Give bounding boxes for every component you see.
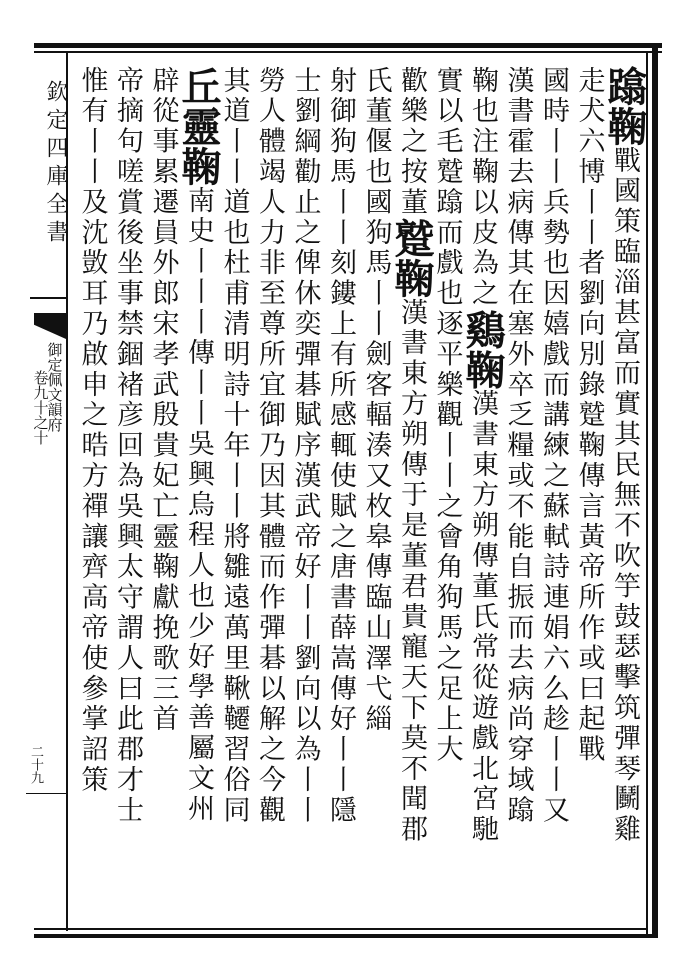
text-column bbox=[74, 66, 110, 928]
headword: 蹵鞠 bbox=[388, 218, 435, 299]
column-text: 射御狗馬丨丨刻鏤上有所感輒使賦之唐書薛嵩傳好丨丨隱 bbox=[325, 66, 356, 826]
volume-label: 卷九十之十 bbox=[31, 370, 50, 445]
text-column bbox=[322, 66, 358, 928]
text-column bbox=[287, 66, 323, 928]
column-text: 其道丨丨道也杜甫清明詩十年丨丨將雛遠萬里鞦韆習俗同 bbox=[218, 66, 250, 826]
text-column bbox=[175, 66, 222, 928]
text-column bbox=[145, 66, 181, 928]
column-text: 實以毛蹵蹹而戲也 bbox=[431, 66, 463, 310]
text-column bbox=[358, 66, 394, 928]
text-column bbox=[216, 66, 252, 928]
column-text: 帝摘句嗟賞後坐事禁錮褚彦回為吳興太守謂人曰此郡才士 bbox=[112, 66, 143, 826]
page-number-rule bbox=[26, 793, 66, 794]
gutter-rule bbox=[30, 297, 68, 299]
headword: 丘靈鞠 bbox=[175, 66, 222, 186]
column-text: 南史丨丨丨傳丨丨吳興烏程人也少好學善屬文州 bbox=[183, 186, 214, 825]
border-right bbox=[652, 43, 658, 938]
column-text: 董 bbox=[396, 187, 427, 219]
column-text: 國狗馬丨丨劍客輻湊又枚皋傳臨山澤弋緇 bbox=[360, 187, 392, 735]
headword: 蹹鞠 bbox=[601, 66, 648, 146]
book-title: 欽定四庫全書 bbox=[43, 80, 68, 248]
section-title: 御定佩文韻府 bbox=[45, 342, 64, 432]
border-bottom bbox=[34, 934, 658, 938]
text-column bbox=[429, 66, 465, 928]
page-number: 二十九 bbox=[28, 745, 43, 784]
column-text: 國時丨丨兵勢也因嬉戲而講練之蘇軾詩連娟六么趁丨丨又 bbox=[538, 66, 569, 826]
column-text: 走犬六博丨丨者劉向別錄蹵鞠傳言黃帝所作或曰起戰 bbox=[573, 66, 605, 766]
text-column bbox=[388, 66, 435, 928]
fish-tail-mark bbox=[34, 313, 66, 339]
border-bottom-inner bbox=[34, 928, 648, 930]
column-text: 辟從事累遷員外郎宋孝武殷貴妃亡靈鞠獻挽歌三首 bbox=[147, 66, 179, 735]
text-column bbox=[109, 66, 145, 928]
column-text: 氏董偃也 bbox=[360, 66, 392, 188]
headword: 鷄鞠 bbox=[459, 309, 506, 390]
text-column bbox=[601, 66, 648, 928]
text-column bbox=[251, 66, 287, 928]
column-text: 漢書霍去病傳其在塞外卒乏糧或不能自振而去病尚穿域蹹 bbox=[502, 66, 534, 826]
column-text: 勞人體竭人力非至尊所宜御乃因其體而作彈碁以解之今觀 bbox=[254, 66, 285, 826]
column-text: 漢書東方朔傳董氏常從遊戲北宮馳 bbox=[467, 389, 498, 846]
text-column bbox=[459, 66, 506, 928]
column-text: 逐平樂觀丨丨之會角狗馬之足上大 bbox=[431, 309, 463, 766]
text-column bbox=[500, 66, 536, 928]
column-text: 漢書東方朔傳于是董君貴寵天下莫不聞郡 bbox=[396, 298, 427, 846]
column-text: 鞠也注鞠以皮為之 bbox=[467, 66, 498, 310]
text-column bbox=[535, 66, 571, 928]
column-text: 歡樂之按 bbox=[396, 66, 427, 188]
column-text: 惟有丨丨及沈敳耳乃啟申之晧方禪讓齊高帝使參掌詔策 bbox=[76, 66, 108, 796]
column-text: 戰國策臨淄甚富而實其民無不吹竽鼓瑟擊筑彈琴鬭雞 bbox=[609, 146, 640, 846]
column-text: 士劉綱勸止之俾休奕彈碁賦序漢武帝好丨丨劉向以為丨丨 bbox=[289, 66, 321, 826]
border-right-inner bbox=[646, 51, 648, 936]
border-top bbox=[34, 43, 662, 48]
text-column bbox=[571, 66, 607, 928]
border-top-inner bbox=[34, 51, 662, 53]
